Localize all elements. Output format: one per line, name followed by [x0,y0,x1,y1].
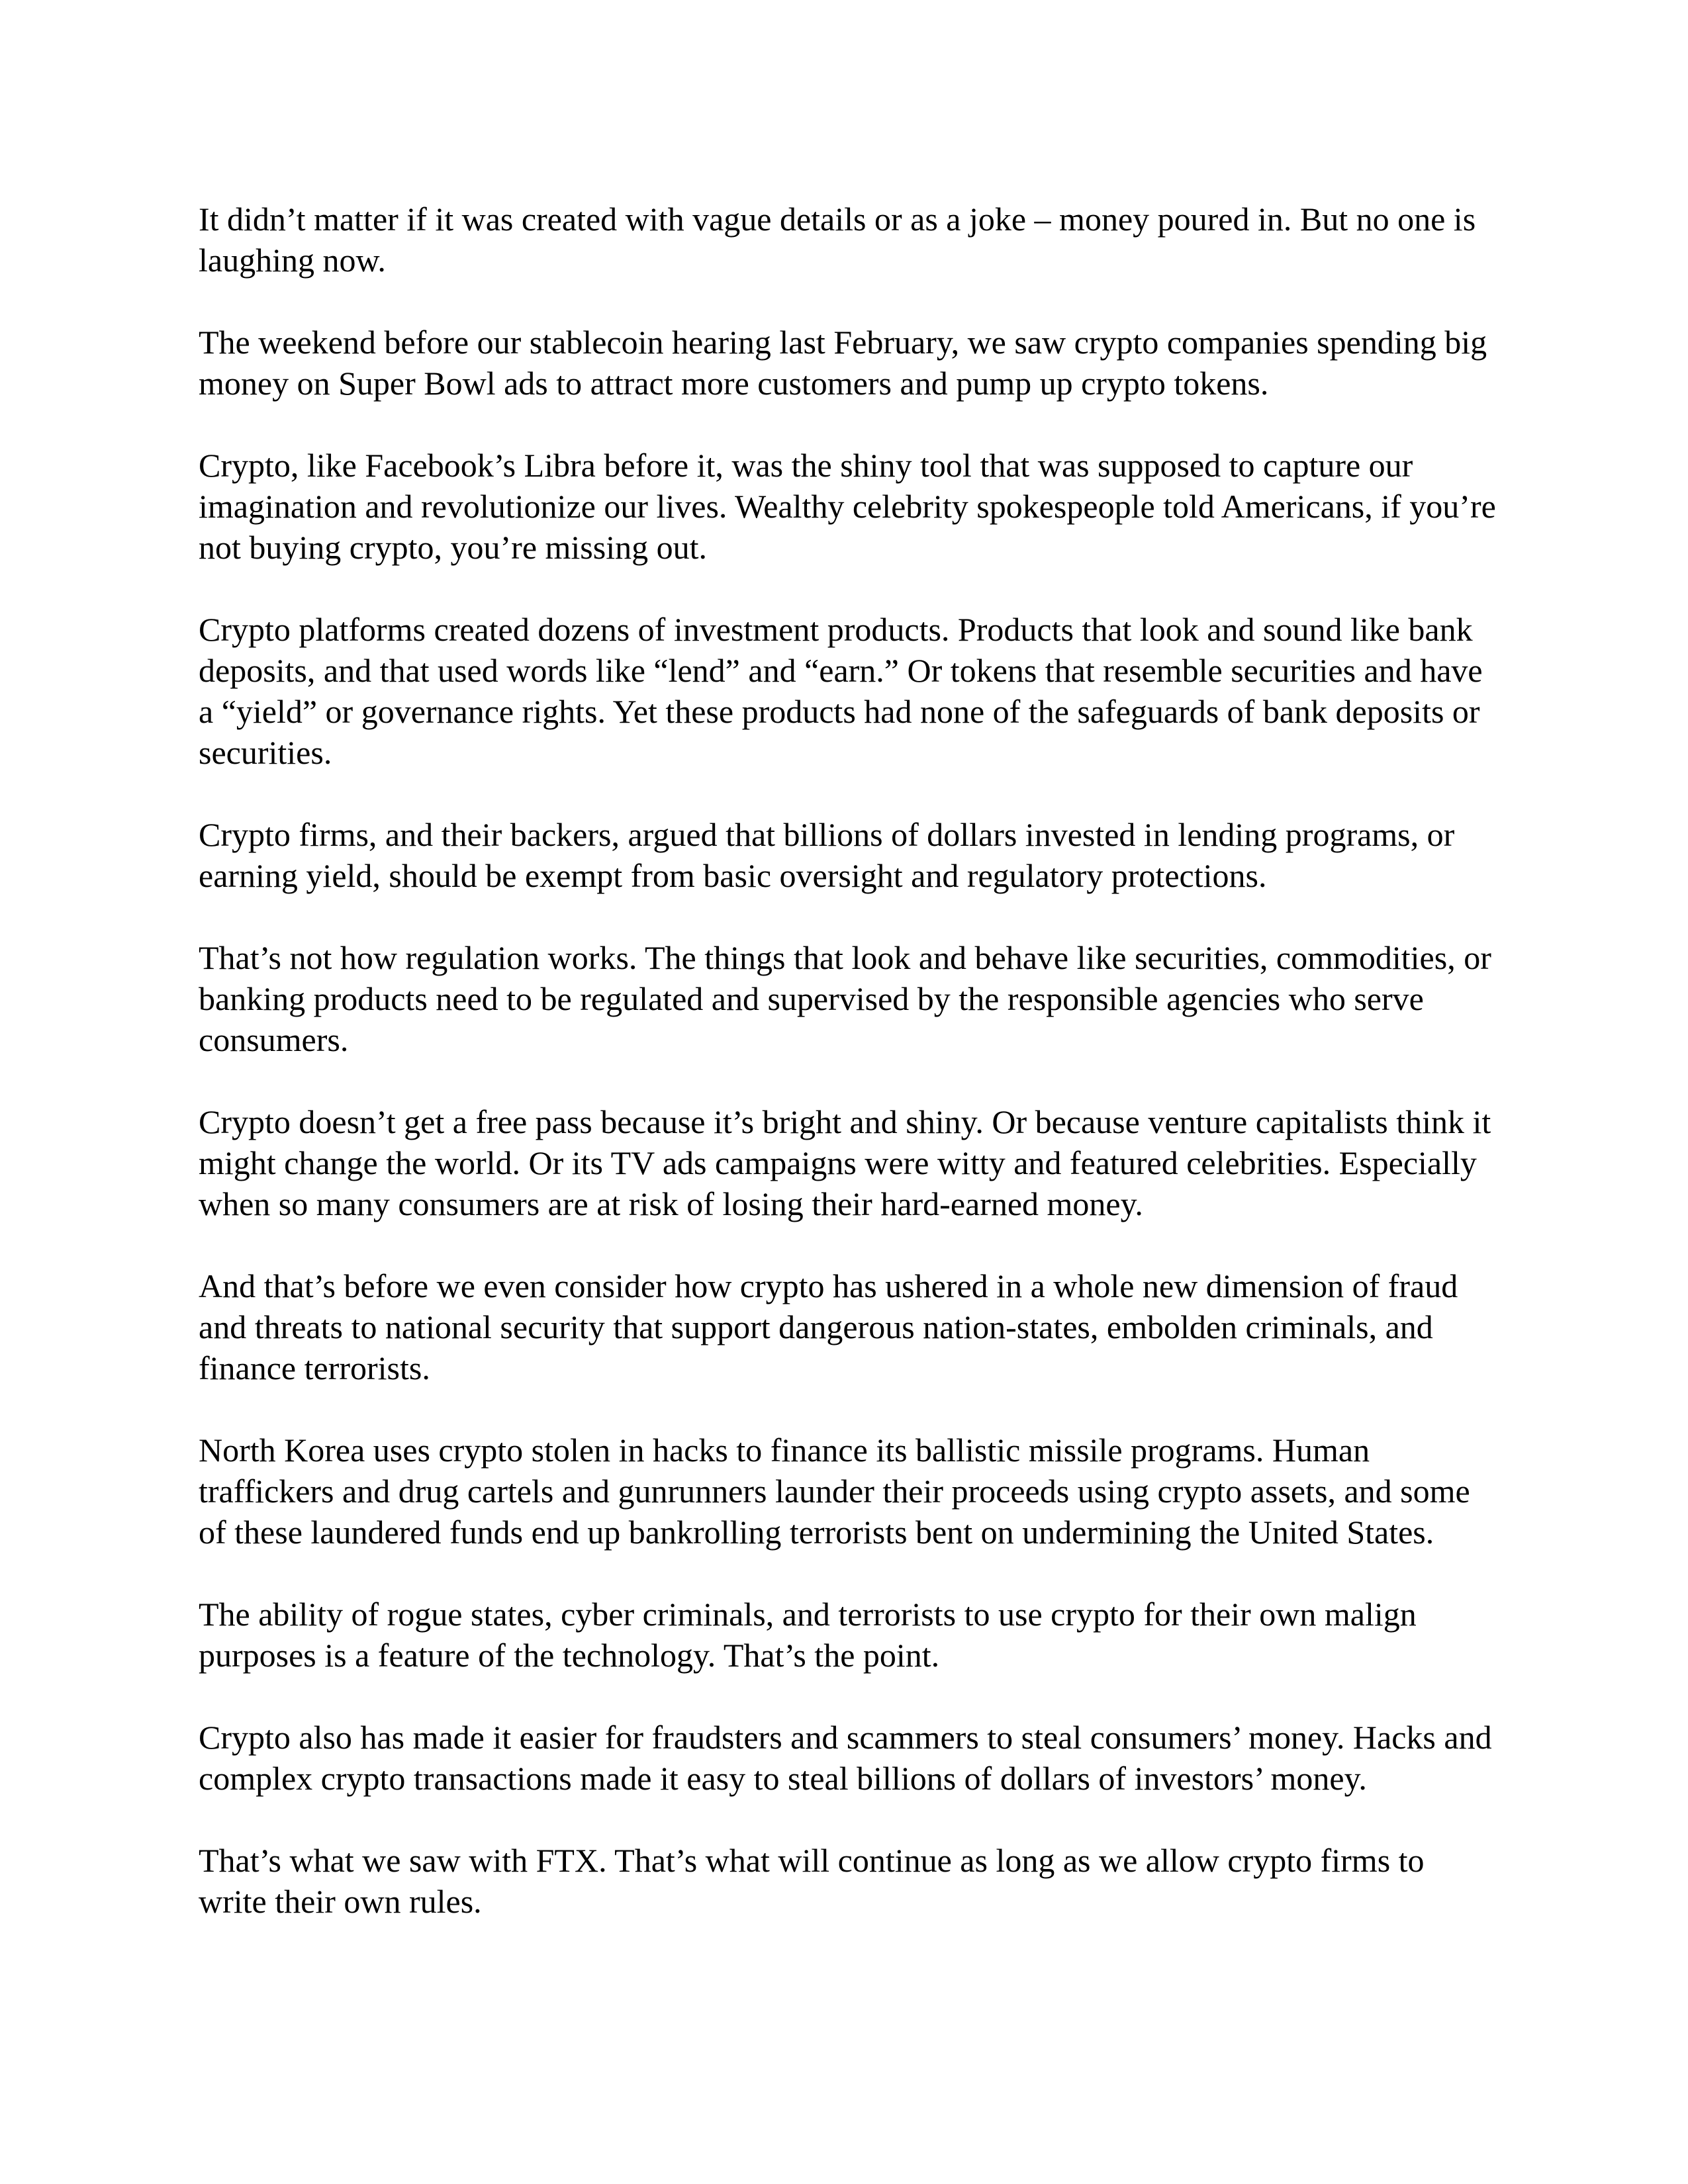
paragraph-3: Crypto, like Facebook’s Libra before it, was the shiny tool that was supposed to capture our imagination and revolutionize our lives. Wealthy celebrity spokespeople told Americans, if you’re not buying crypto, you’re missing out. [199,447,1496,566]
paragraph-10: The ability of rogue states, cyber criminals, and terrorists to use crypto for their own malign purposes is a feature of the technology. That’s the point. [199,1596,1417,1674]
paragraph-4: Crypto platforms created dozens of investment products. Products that look and sound like bank deposits, and that used words like “lend” and “earn.” Or tokens that resemble securities and have a “yield” or governance rights. Yet these products had none of the safeguards of bank deposits or securities. [199,611,1483,771]
paragraph-7: Crypto doesn’t get a free pass because it’s bright and shiny. Or because venture capitalists think it might change the world. Or its TV ads campaigns were witty and featured celebrities. Especially when so many consumers are at risk of losing their hard-earned money. [199,1103,1491,1222]
paragraph-1: It didn’t matter if it was created with vague details or as a joke – money poured in. But no one is laughing now. [199,201,1476,279]
document-body [199,199,1496,1922]
paragraph-8: And that’s before we even consider how crypto has ushered in a whole new dimension of fraud and threats to national security that support dangerous nation-states, embolden criminals, and finance terrorists. [199,1267,1458,1387]
paragraph-11: Crypto also has made it easier for fraudsters and scammers to steal consumers’ money. Hacks and complex crypto transactions made it easy to steal billions of dollars of investors’ money. [199,1719,1492,1797]
paragraph-5: Crypto firms, and their backers, argued that billions of dollars invested in lending programs, or earning yield, should be exempt from basic oversight and regulatory protections. [199,816,1455,894]
paragraph-6: That’s not how regulation works. The things that look and behave like securities, commodities, or banking products need to be regulated and supervised by the responsible agencies who serve consumers. [199,939,1491,1058]
paragraph-12: That’s what we saw with FTX. That’s what will continue as long as we allow crypto firms to write their own rules. [199,1842,1425,1920]
paragraph-9: North Korea uses crypto stolen in hacks to finance its ballistic missile programs. Human traffickers and drug cartels and gunrunners launder their proceeds using crypto assets, and some of these laundered funds end up bankrolling terrorists bent on undermining the United States. [199,1432,1470,1551]
paragraph-2: The weekend before our stablecoin hearing last February, we saw crypto companies spending big money on Super Bowl ads to attract more customers and pump up crypto tokens. [199,324,1487,402]
